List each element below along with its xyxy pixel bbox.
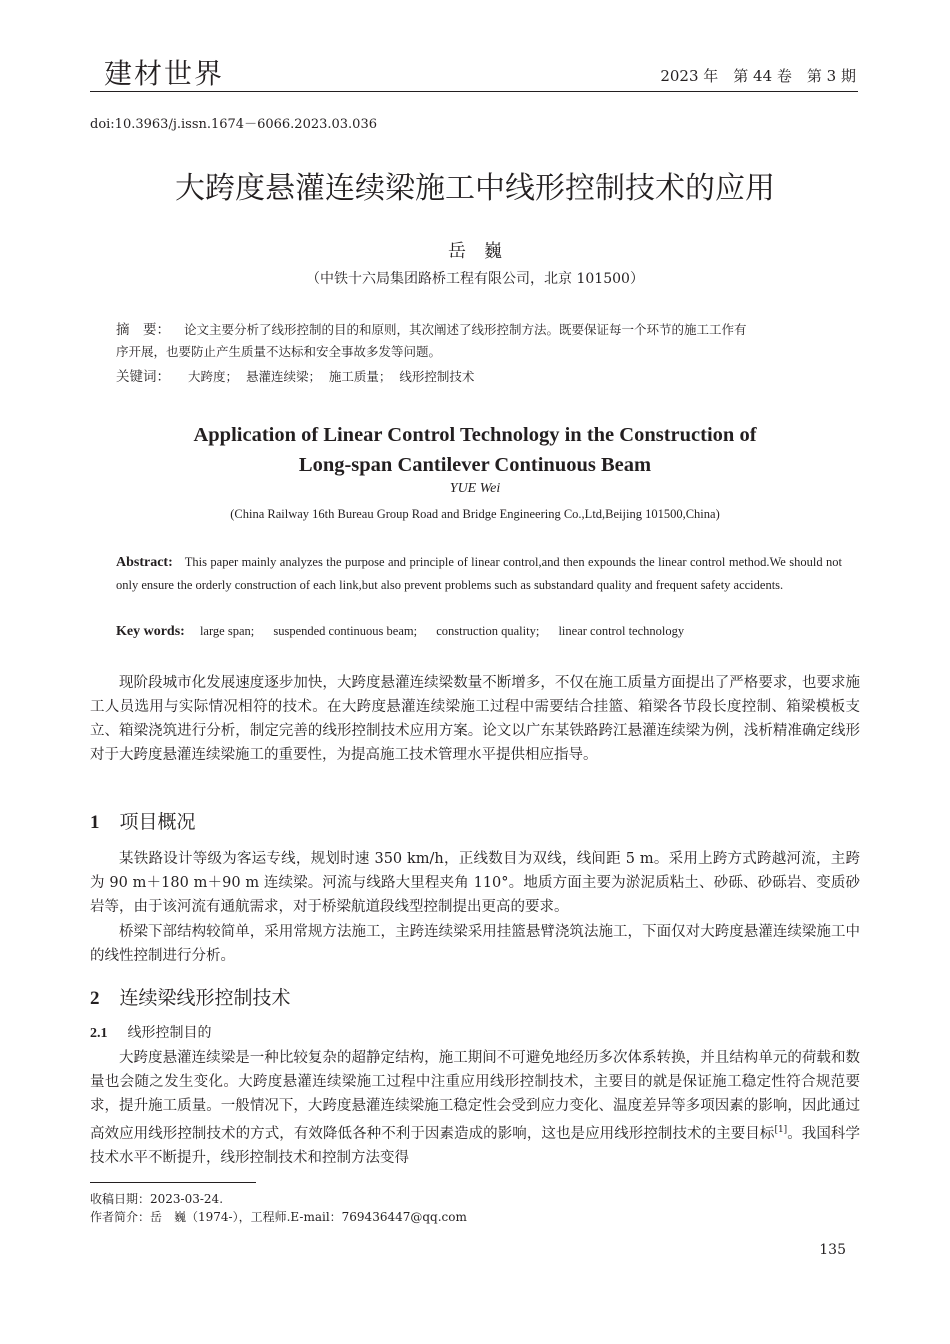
section-2-1-paragraph — [90, 1046, 860, 1170]
chinese-author: 岳 巍 — [448, 241, 502, 262]
subsection-number: 2.1 — [90, 1026, 108, 1041]
chinese-keyword: 线形控制技术 — [399, 369, 475, 384]
chinese-abstract-label: 摘 要： — [116, 322, 170, 338]
english-keywords-label: Key words: — [116, 624, 185, 639]
section-2-1-heading — [90, 1022, 212, 1042]
chinese-abstract — [116, 319, 842, 363]
section-1-paragraph-1: 某铁路设计等级为客运专线，规划时速 350 km/h，正线数目为双线，线间距 5 m。采用上跨方式跨越河流，主跨为 90 m＋180 m＋90 m 连续梁。河流与线路大里程夹角 110°。地质方面主要为淤泥质粘土、砂砾、砂砾岩、变质砂岩等，由于该河流有通航需求，对于桥梁航道段线型控制提出更高的要求。 — [90, 851, 860, 915]
page-number: 135 — [819, 1242, 846, 1258]
journal-name: 建材世界 — [104, 57, 225, 90]
english-abstract-label: Abstract: — [116, 555, 173, 570]
english-title — [0, 420, 950, 480]
chinese-keywords-label: 关键词： — [116, 369, 170, 385]
english-keywords — [116, 620, 842, 643]
section-number: 1 — [90, 812, 100, 833]
english-title-line2: Long-span Cantilever Continuous Beam — [298, 454, 652, 476]
header-rule — [90, 91, 858, 92]
section-title: 项目概况 — [119, 811, 196, 833]
chinese-affiliation: （中铁十六局集团路桥工程有限公司，北京 101500） — [306, 271, 644, 287]
english-abstract-text: This paper mainly analyzes the purpose and principle of linear control,and then expounds the linear control method.We should not only ensure the orderly construction of each link,but also prevent problems such as substandard quality and frequent safety accidents. — [116, 555, 842, 592]
english-keyword: large span; — [199, 624, 255, 638]
footnote-rule — [90, 1182, 256, 1183]
author-info: 作者简介：岳 巍（1974-），工程师.E-mail：769436447@qq.com — [90, 1210, 467, 1224]
paragraph-text-end: 。我国科学技术水平不断提升，线形控制技术和控制方法变得 — [90, 1125, 860, 1166]
intro-paragraph: 现阶段城市化发展速度逐步加快，大跨度悬灌连续梁数量不断增多，不仅在施工质量方面提出了严格要求，也要求施工人员选用与实际情况相符的技术。在大跨度悬灌连续梁施工过程中需要结合挂篮、箱梁各节段长度控制、箱梁模板支立、箱梁浇筑进行分析，制定完善的线形控制技术应用方案。论文以广东某铁路跨江悬灌连续梁为例，浅析精准确定线形对于大跨度悬灌连续梁施工的重要性，为提高施工技术管理水平提供相应指导。 — [90, 675, 860, 763]
english-keyword: suspended continuous beam; — [273, 624, 418, 638]
section-title: 连续梁线形控制技术 — [119, 987, 291, 1009]
chinese-keywords — [116, 366, 842, 388]
english-abstract — [116, 551, 842, 596]
chinese-title: 大跨度悬灌连续梁施工中线形控制技术的应用 — [175, 171, 775, 206]
english-author: YUE Wei — [449, 481, 501, 496]
chinese-keyword: 悬灌连续梁； — [245, 369, 321, 384]
section-number: 2 — [90, 988, 100, 1009]
citation-ref: [1] — [774, 1125, 788, 1135]
paragraph-text: 大跨度悬灌连续梁是一种比较复杂的超静定结构，施工期间不可避免地经历多次体系转换，并且结构单元的荷载和数量也会随之发生变化。大跨度悬灌连续梁施工过程中注重应用线形控制技术，主要目的就是保证施工稳定性符合规范要求，提升施工质量。一般情况下，大跨度悬灌连续梁施工稳定性会受到应力变化、温度差异等多项因素的影响，因此通过高效应用线形控制技术的方式，有效降低各种不利于因素造成的影响，这也是应用线形控制技术的主要目标 — [90, 1050, 860, 1142]
subsection-title: 线形控制目的 — [127, 1025, 212, 1041]
english-keyword: construction quality; — [436, 624, 540, 638]
received-date: 收稿日期：2023-03-24. — [90, 1192, 224, 1206]
section-1-paragraph-2: 桥梁下部结构较简单，采用常规方法施工，主跨连续梁采用挂篮悬臂浇筑法施工，下面仅对大跨度悬灌连续梁施工中的线性控制进行分析。 — [90, 924, 860, 964]
chinese-keyword: 大跨度； — [187, 369, 238, 384]
doi: doi:10.3963/j.issn.1674－6066.2023.03.036 — [90, 117, 377, 132]
section-1-heading — [90, 807, 196, 834]
section-2-heading — [90, 983, 291, 1010]
english-affiliation: (China Railway 16th Bureau Group Road and Bridge Engineering Co.,Ltd,Beijing 101500,China) — [230, 507, 720, 521]
issue-info: 2023 年 第 44 卷 第 3 期 — [660, 67, 856, 85]
english-title-line1: Application of Linear Control Technology in the Construction of — [193, 424, 757, 446]
chinese-abstract-line2: 序开展，也要防止产生质量不达标和安全事故多发等问题。 — [116, 344, 442, 359]
english-keyword: linear control technology — [558, 624, 685, 638]
chinese-keyword: 施工质量； — [328, 369, 392, 384]
chinese-abstract-line1: 论文主要分析了线形控制的目的和原则，其次阐述了线形控制方法。既要保证每一个环节的施工工作有 — [184, 322, 747, 337]
